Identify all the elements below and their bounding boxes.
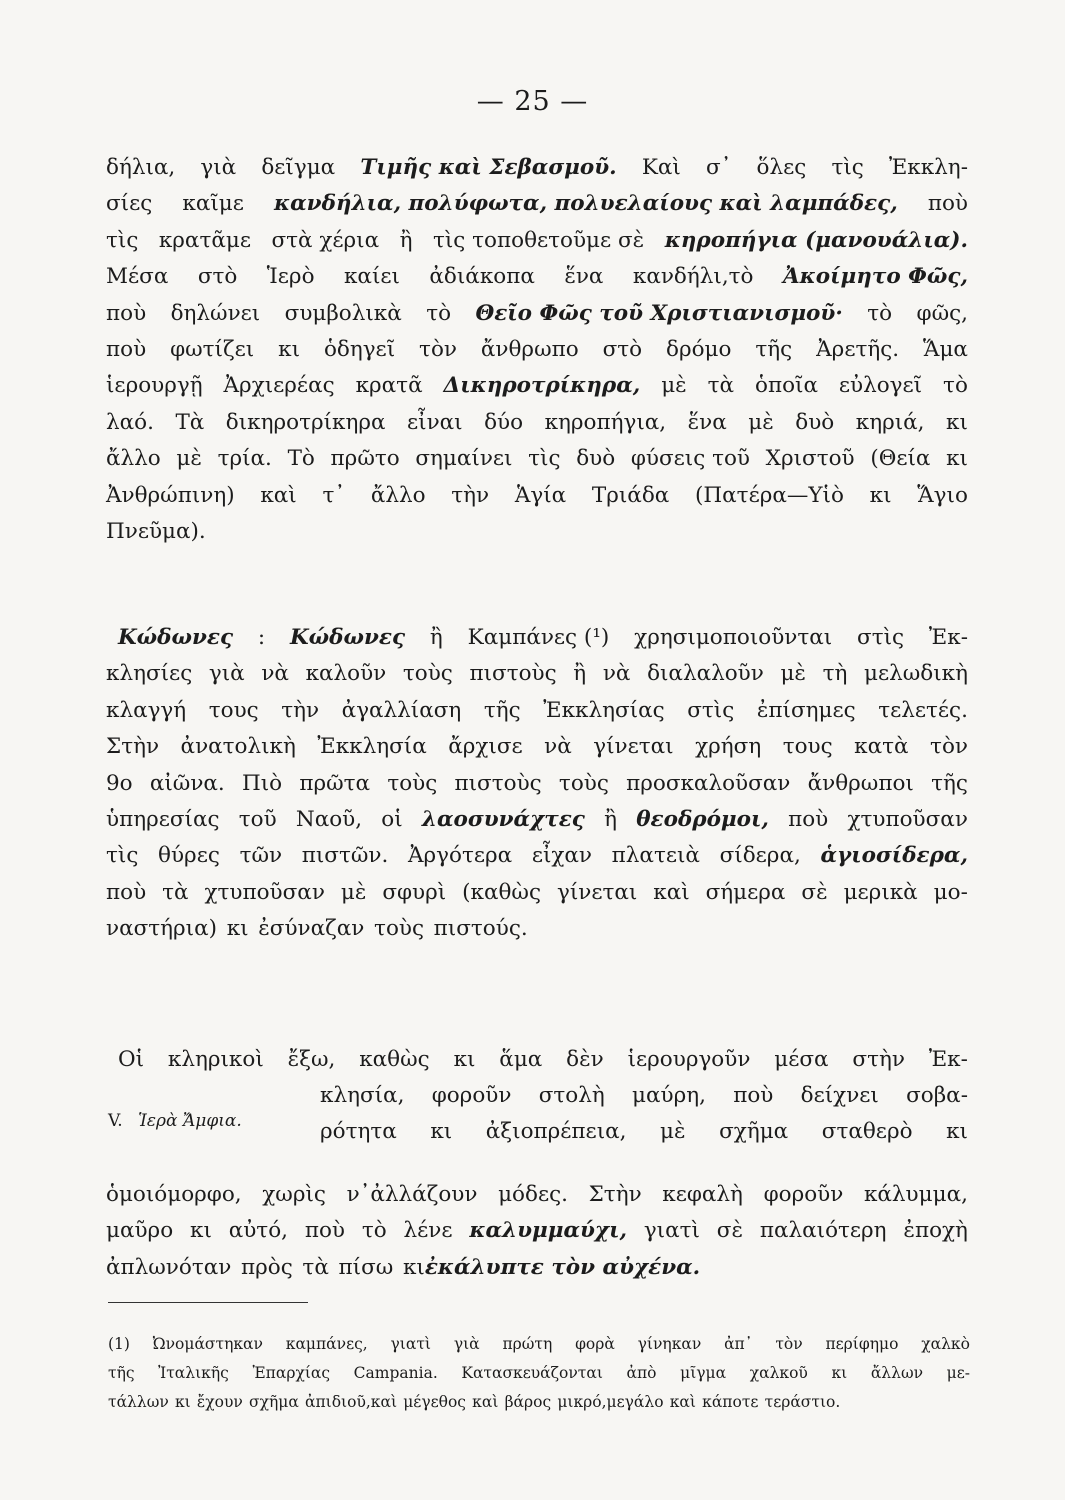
paragraph-vestments-wrapped <box>320 1078 968 1151</box>
word: Ἅγιο <box>917 482 968 508</box>
word: Κατασκευάζονται <box>461 1364 603 1382</box>
word: χωρὶς <box>262 1182 326 1207</box>
text-line <box>106 150 968 186</box>
word: εὐλογεῖ <box>838 373 923 399</box>
word: περίφημο <box>825 1335 899 1353</box>
word: κι <box>402 1254 425 1280</box>
word: τρία. <box>217 446 272 472</box>
emphasized-term: Θεῖο Φῶς τοῦ Χριστιανισμοῦ· <box>475 300 843 326</box>
word: μὲ <box>176 446 202 472</box>
word: ὁδηγεῖ <box>323 336 396 362</box>
word: Ἅμα <box>923 336 968 362</box>
word: τὶς τοποθετοῦμε σὲ <box>432 227 645 253</box>
text-line <box>106 766 968 802</box>
word: σημαίνει <box>415 446 513 472</box>
text-line <box>106 259 968 295</box>
text-line <box>106 296 968 332</box>
emphasized-term: Τιμῆς καὶ Σεβασμοῦ. <box>360 155 617 180</box>
word: Πνεῦμα). <box>106 518 206 544</box>
word: στὶς <box>857 625 905 650</box>
word: χαλκὸ <box>921 1335 970 1353</box>
word: ἀδιάκοπα <box>429 264 535 290</box>
word: τὶς <box>106 227 139 253</box>
word: κλησίες <box>106 661 193 687</box>
word: τοὺς <box>558 770 609 796</box>
word: τὸ <box>943 373 968 399</box>
paragraph-bells <box>106 620 968 948</box>
word: πιστῶν. <box>301 843 389 869</box>
word: καίει <box>343 264 400 290</box>
word: ἢ <box>429 625 443 650</box>
word: : <box>257 625 266 650</box>
word: τοῦ <box>238 806 277 832</box>
word: διαλαλοῦν <box>647 661 764 687</box>
word: Ἁγία <box>514 482 567 508</box>
word: καὶ <box>260 482 297 508</box>
word: λαό. <box>106 409 154 435</box>
word: Στὴν <box>588 1182 642 1207</box>
word: κι <box>946 446 968 472</box>
word: ἄλλων <box>870 1364 924 1382</box>
word: σίες <box>106 191 153 217</box>
word: φωτίζει <box>170 336 255 362</box>
word: ἕνα <box>564 264 604 290</box>
word: τους <box>208 697 259 723</box>
word: Ἀνθρώπινη) <box>106 482 235 508</box>
word: δὲν <box>566 1047 604 1072</box>
emphasized-term: Κώδωνες <box>290 625 406 650</box>
word: ἢ <box>604 806 617 832</box>
word: κάποτε <box>702 1393 759 1411</box>
word: ἅμα <box>499 1047 543 1072</box>
text-line <box>106 1213 968 1249</box>
text-line <box>108 1359 970 1388</box>
word: (Πατέρα—Υἱὸ <box>695 482 844 508</box>
paragraph-vestments-first-line <box>106 1042 968 1078</box>
word: κι <box>430 1119 453 1145</box>
word: πρὸς <box>240 1254 293 1280</box>
word: δυὸ <box>576 446 616 472</box>
word: σίδερα, <box>719 843 801 869</box>
word: γιὰ <box>453 1335 480 1353</box>
word: αἰῶνα. <box>149 770 225 796</box>
word: πρῶτο <box>330 446 400 472</box>
text-line <box>106 620 968 656</box>
word: στὶς <box>687 697 735 723</box>
word: σχῆμα <box>719 1119 789 1145</box>
text-line <box>106 368 968 404</box>
word: ὑπηρεσίας <box>106 806 220 832</box>
word: κι <box>946 1119 968 1145</box>
word: γίνηκαν <box>637 1335 702 1353</box>
word: (καθὼς <box>462 879 542 905</box>
word: σφυρὶ <box>382 879 447 905</box>
word: τὸν <box>930 734 968 760</box>
word: βάρος <box>504 1393 552 1411</box>
word: δρόμο <box>666 336 732 362</box>
text-line <box>106 478 968 514</box>
word: μο- <box>933 879 968 905</box>
paragraph-altar-lights <box>106 150 968 550</box>
word: φύσεις τοῦ <box>630 446 750 472</box>
word: τὸ <box>361 1218 387 1244</box>
word: πρώτη <box>502 1335 553 1353</box>
text-line <box>106 1042 968 1078</box>
word: Ἀργότερα <box>407 843 513 869</box>
word: Ἀρετῆς. <box>816 336 900 362</box>
word: μελωδικὴ <box>864 661 968 687</box>
word: κηριά, <box>855 409 925 435</box>
word: ἄλλο <box>106 446 161 472</box>
word: τὸν <box>775 1335 803 1353</box>
word: στὸ <box>197 264 238 290</box>
word: γίνεται <box>593 734 674 760</box>
word: γιατὶ <box>643 1218 700 1244</box>
word: τὶς <box>528 446 561 472</box>
word: μερικὰ <box>843 879 918 905</box>
word: ν᾽ἀλλάζουν <box>346 1182 478 1207</box>
word: τῆς <box>755 336 793 362</box>
word: Ἐκ- <box>928 1047 968 1072</box>
word: μέσα <box>774 1047 829 1072</box>
word: φορὰ <box>575 1335 615 1353</box>
word: δύο <box>484 409 524 435</box>
word: Ναοῦ, <box>295 806 363 832</box>
word: Πιὸ <box>242 770 283 796</box>
word: σ᾽ <box>705 155 732 180</box>
word: τοὺς <box>402 661 453 687</box>
word: κληρικοὶ <box>167 1047 264 1072</box>
word: σὲ <box>716 1218 743 1244</box>
word: σχῆμα <box>248 1393 299 1411</box>
word: ποὺ <box>788 806 829 832</box>
word: ἔχουν <box>196 1393 243 1411</box>
word: φοροῦν <box>763 1182 844 1207</box>
word: κατὰ <box>854 734 909 760</box>
emphasized-term: καλυμμαύχι, <box>469 1218 627 1244</box>
word: τῆς <box>483 697 521 723</box>
text-line <box>106 514 968 550</box>
word: χρήση <box>695 734 762 760</box>
word: θύρες <box>158 843 220 869</box>
word: Ὠνομάστηκαν <box>152 1335 263 1353</box>
word: κι <box>226 916 249 942</box>
word: χαλκοῦ <box>749 1364 808 1382</box>
emphasized-term: θεοδρόμοι, <box>636 806 769 832</box>
word: ποὺ <box>106 300 147 326</box>
word: μικρό,μεγάλο <box>557 1393 664 1411</box>
word: ἕνα <box>687 409 727 435</box>
text-line <box>106 223 968 259</box>
word: Μέσα <box>106 264 169 290</box>
word: ἀνατολικὴ <box>180 734 296 760</box>
word: φοροῦν <box>431 1083 512 1108</box>
word: κλαγγή <box>106 697 187 723</box>
word: Ἐκκλησίας <box>543 697 665 723</box>
word: νὰ <box>544 734 572 760</box>
word: μῖγμα <box>680 1364 727 1382</box>
word: ἐσύναζαν <box>258 916 365 942</box>
word: ἄρχισε <box>448 734 523 760</box>
word: πρῶτα <box>299 770 371 796</box>
word: τὴν <box>281 697 320 723</box>
emphasized-term: κανδήλια, πολύφωτα, πολυελαίους καὶ λαμπάδες, <box>274 191 898 217</box>
word: καὶ <box>669 1393 696 1411</box>
word: κι <box>190 1218 212 1244</box>
word: κι <box>278 336 301 362</box>
word: συμβολικὰ <box>284 300 402 326</box>
text-line <box>106 838 968 874</box>
text-line <box>320 1114 968 1150</box>
word: τὴ <box>822 661 848 687</box>
word: μαύρη, <box>632 1083 706 1108</box>
word: αὐτό, <box>228 1218 288 1244</box>
word: ὅλες <box>756 155 807 180</box>
word: ἢ <box>573 661 587 687</box>
word: ἀπὸ <box>626 1364 657 1382</box>
word: μὲ <box>340 879 367 905</box>
word: τὰ <box>162 879 189 905</box>
word: ποὺ <box>106 879 147 905</box>
word: ποὺ <box>733 1083 774 1108</box>
section-number: V. <box>108 1111 123 1131</box>
word: τὰ <box>302 1254 329 1280</box>
emphasized-term: Δικηροτρίκηρα, <box>443 373 641 399</box>
word: κανδήλι,τὸ <box>632 264 754 290</box>
word: δικηροτρίκηρα <box>225 409 386 435</box>
emphasized-term: ἐκάλυπτε τὸν αὐχένα. <box>424 1254 701 1280</box>
word: ἄλλο <box>370 482 426 508</box>
word: κι <box>869 482 892 508</box>
word: κεφαλὴ <box>662 1182 743 1207</box>
word: τὸν <box>419 336 457 362</box>
word: Τριάδα <box>591 482 670 508</box>
word: ὁμοιόμορφο, <box>106 1182 242 1207</box>
word: τῆς <box>108 1364 135 1382</box>
text-line <box>108 1388 970 1417</box>
word: Ἱερὸ <box>266 264 315 290</box>
emphasized-term: ἁγιοσίδερα, <box>820 843 968 869</box>
word: Ἰταλικῆς <box>158 1364 229 1382</box>
word: πλατειὰ <box>611 843 700 869</box>
word: τεράστιο. <box>764 1393 841 1411</box>
word: μὲ <box>780 661 806 687</box>
section-heading-vestments <box>108 1111 242 1131</box>
word: με- <box>946 1364 970 1382</box>
word: γίνεται <box>556 879 638 905</box>
word: χρησιμοποιοῦνται <box>634 625 833 650</box>
word: Τὰ <box>175 409 205 435</box>
word: στὰ χέρια <box>271 227 380 253</box>
word: δήλια, <box>106 155 176 180</box>
word: δείχνει <box>800 1083 879 1108</box>
word: ἐπίσημες <box>756 697 856 723</box>
word: 9ο <box>106 770 133 796</box>
word: Ἀρχιερέας <box>223 373 335 399</box>
word: χτυποῦσαν <box>847 806 968 832</box>
section-title: Ἱερὰ Ἄμφια. <box>138 1111 242 1131</box>
footnotes <box>108 1330 970 1417</box>
text-line <box>108 1330 970 1359</box>
emphasized-term: Ἀκοίμητο Φῶς, <box>782 264 968 290</box>
word: Ἐπαρχίας <box>252 1364 331 1382</box>
emphasized-term: Κώδωνες <box>118 625 234 650</box>
word: τῶν <box>239 843 283 869</box>
word: γιὰ <box>200 155 237 180</box>
word: μόδες. <box>498 1182 568 1207</box>
word: ρότητα <box>320 1119 397 1145</box>
text-line <box>106 693 968 729</box>
text-line <box>106 656 968 692</box>
word: κρατᾶ <box>355 373 423 399</box>
word: ποὺ <box>304 1218 345 1244</box>
paragraph-vestments-rest <box>106 1177 968 1286</box>
word: σοβα- <box>906 1083 968 1108</box>
text-line <box>106 405 968 441</box>
text-line <box>106 729 968 765</box>
word: χτυποῦσαν <box>204 879 325 905</box>
word: καθὼς <box>359 1047 430 1072</box>
word: δεῖγμα <box>261 155 336 180</box>
word: ἔξω, <box>287 1047 336 1072</box>
word: πίσω <box>338 1254 394 1280</box>
word: ποὺ <box>927 191 968 217</box>
word: τελετές. <box>878 697 968 723</box>
word: Καμπάνες (¹) <box>467 625 610 650</box>
text-line <box>106 911 968 947</box>
word: ὁποῖα <box>755 373 818 399</box>
word: οἱ <box>381 806 403 832</box>
word: τὶς <box>106 843 139 869</box>
word: λένε <box>403 1218 453 1244</box>
word: κι <box>946 409 968 435</box>
word: Οἱ <box>118 1047 145 1072</box>
word: τ᾽ <box>322 482 346 508</box>
word: στὴν <box>852 1047 905 1072</box>
word: ἄνθρωπο <box>480 336 579 362</box>
word: ναστήρια) <box>106 916 218 942</box>
word: καλοῦν <box>305 661 387 687</box>
word: στολὴ <box>538 1083 605 1108</box>
word: κάλυμμα, <box>863 1182 968 1207</box>
word: κηροπήγια, <box>544 409 667 435</box>
text-line <box>106 1250 968 1286</box>
word: πιστούς. <box>433 916 528 942</box>
page-number: — 25 — <box>476 86 589 117</box>
text-line <box>106 441 968 477</box>
word: πιστοὺς <box>469 661 557 687</box>
emphasized-term: λαοσυνάχτες <box>421 806 585 832</box>
word: μὲ <box>660 1119 686 1145</box>
word: σταθερὸ <box>821 1119 913 1145</box>
word: μὲ <box>661 373 687 399</box>
word: ἐποχὴ <box>903 1218 968 1244</box>
word: καμπάνες, <box>285 1335 368 1353</box>
word: κρατᾶμε <box>158 227 251 253</box>
word: προσκαλοῦσαν <box>626 770 791 796</box>
word: Ἐκκλησία <box>317 734 427 760</box>
word: τοὺς <box>387 770 438 796</box>
text-line <box>106 802 968 838</box>
emphasized-term: κηροπήγια (μανουάλια). <box>664 227 968 253</box>
word: σήμερα <box>705 879 786 905</box>
word: μὲ <box>748 409 774 435</box>
word: τάλλων <box>108 1393 169 1411</box>
word: Στὴν <box>106 734 160 760</box>
word: Ἐκ- <box>928 625 968 650</box>
text-line <box>106 1177 968 1213</box>
word: παλαιότερη <box>759 1218 887 1244</box>
word: τὸ <box>426 300 452 326</box>
word: πιστοὺς <box>454 770 542 796</box>
word: καῖμε <box>182 191 244 217</box>
footnote-rule <box>108 1302 308 1303</box>
word: τὰ <box>707 373 735 399</box>
word: κι <box>174 1393 191 1411</box>
word: ἢ <box>399 227 413 253</box>
word: γιατὶ <box>390 1335 431 1353</box>
word: νὰ <box>261 661 289 687</box>
word: τῆς <box>931 770 968 796</box>
word: ποὺ <box>106 336 147 362</box>
word: ἱερουργῇ <box>106 373 203 399</box>
word: καὶ <box>472 1393 499 1411</box>
word: ἀπλωνόταν <box>106 1254 232 1280</box>
word: εἶχαν <box>531 843 592 869</box>
word: ἄνθρωποι <box>807 770 914 796</box>
word: νὰ <box>602 661 631 687</box>
word: τους <box>782 734 833 760</box>
word: ἀπιδιοῦ,καὶ <box>304 1393 398 1411</box>
text-line <box>320 1078 968 1114</box>
word: μέγεθος <box>403 1393 466 1411</box>
word: Καὶ <box>641 155 681 180</box>
word: καὶ <box>653 879 690 905</box>
word: τὸ <box>867 300 893 326</box>
word: Τὸ <box>287 446 315 472</box>
word: (1) <box>108 1335 130 1353</box>
word: τοὺς <box>374 916 424 942</box>
word: φῶς, <box>916 300 968 326</box>
word: τὴν <box>451 482 490 508</box>
text-line <box>106 186 968 222</box>
word: μαῦρο <box>106 1218 174 1244</box>
word: ἀπ᾽ <box>724 1335 753 1353</box>
word: κι <box>453 1047 476 1072</box>
word: ἀξιοπρέπεια, <box>485 1119 627 1145</box>
word: (Θεία <box>870 446 931 472</box>
word: ἱερουργοῦν <box>627 1047 751 1072</box>
word: Ἐκκλη- <box>888 155 968 180</box>
word: Χριστοῦ <box>765 446 855 472</box>
word: Campania. <box>353 1364 438 1382</box>
text-line <box>106 875 968 911</box>
word: τὶς <box>831 155 864 180</box>
text-line <box>106 332 968 368</box>
word: δυὸ <box>795 409 835 435</box>
word: εἶναι <box>407 409 463 435</box>
word: ἀγαλλίαση <box>341 697 462 723</box>
word: δηλώνει <box>170 300 261 326</box>
word: σὲ <box>801 879 828 905</box>
word: κλησία, <box>320 1083 405 1108</box>
word: κι <box>831 1364 848 1382</box>
word: γιὰ <box>208 661 245 687</box>
word: στὸ <box>602 336 643 362</box>
